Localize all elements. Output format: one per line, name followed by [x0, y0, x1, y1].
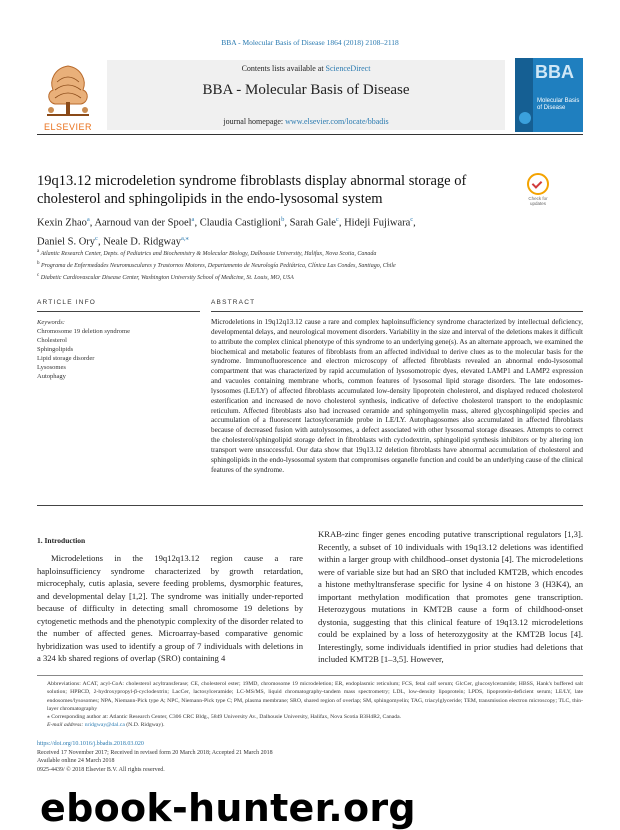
abbreviations-footnote: Abbreviations: ACAT, acyl-CoA: cholesterol acyltransferase; CE, cholesterol ester; 19MD, chromosome 19 microdeletion; ER, endoplasmic reticulum; FCS, fetal calf serum; GlcCer, glucosylceramide; HBSS, Hank's buffered salt solution; HPBCD, 2-hydroxypropyl-β-cyclodextrin; LacCer, lactosylceramide; LC-MS/MS, liquid chromatography-tandem mass spectrometry; LDL, low-density lipoprotein; LPDS, lipoprotein-deficient serum; LE/LY, late endosomes/lysosomes; NPA, Niemann-Pick type A; NPC, Niemann-Pick type C; PM, plasma membrane; SRO, shared region of overlap; SM, sphingomyelin; TAG, triacylglyceride; TEM, transmission electron microscopy; TLC, thin-layer chromatography [47, 681, 583, 712]
online-date: Available online 24 March 2018 [37, 758, 115, 764]
keyword-item: Chromosome 19 deletion syndrome [37, 328, 130, 335]
affiliations [37, 247, 577, 283]
keywords-label: Keywords: [37, 319, 65, 326]
journal-cover-image [515, 58, 583, 132]
affiliation-text: Programa de Enfermedades Neuromusculares y Trastornos Motores, Departamento de Neurología Pediátrica, Clínica Las Condes, Santiago, Chile [41, 263, 396, 269]
journal-reference[interactable]: BBA - Molecular Basis of Disease 1864 (2018) 2108–2118 [221, 38, 399, 47]
keyword-item: Sphingolipids [37, 346, 74, 353]
keywords-block [37, 318, 200, 381]
received-dates: Received 17 November 2017; Received in revised form 20 March 2018; Accepted 21 March 2018 [37, 749, 273, 756]
publisher-logo-text: ELSEVIER [43, 122, 93, 132]
abstract-bottom-divider [37, 505, 583, 506]
doi-link[interactable]: https://doi.org/10.1016/j.bbadis.2018.03.020 [37, 741, 144, 747]
article-info-heading: ARTICLE INFO [37, 299, 97, 306]
watermark-text: ebook-hunter.org [40, 786, 416, 830]
article-info-divider [37, 311, 200, 312]
contents-prefix: Contents lists available at [241, 64, 326, 73]
author-list [37, 212, 577, 249]
email-footnote [37, 721, 583, 729]
article-title: 19q13.12 microdeletion syndrome fibroblasts display abnormal storage of cholesterol and sphingolipids in the endo-lysosomal system [37, 173, 467, 207]
contents-line [107, 64, 505, 73]
author-name: Sarah Gale [289, 217, 336, 229]
publication-info [37, 740, 337, 774]
email-suffix: (N.D. Ridgway). [124, 722, 165, 729]
affiliation-item [37, 259, 577, 271]
affiliation-text: Atlantic Research Center, Depts. of Pediatrics and Biochemistry & Molecular Biology, Dalhousie University, Halifax, Nova Scotia, Canada [40, 251, 377, 257]
author-affiliation-mark[interactable]: a [191, 216, 195, 223]
copyright-line: 0925-4439/ © 2018 Elsevier B.V. All rights reserved. [37, 766, 165, 773]
footnote-divider [37, 675, 583, 676]
affiliation-mark: b [37, 261, 40, 266]
keyword-item: Autophagy [37, 373, 66, 380]
author-name: Kexin Zhao [37, 217, 87, 229]
author-affiliation-mark[interactable]: c [95, 234, 98, 242]
authors-line-1: Kexin Zhao$^a$, Aarnoud van der Spoel$^a$, Claudia Castiglioni$^b$, Sarah Gale$^c$, Hideji Fujiwara$^c$, [37, 216, 416, 229]
footnotes [37, 680, 583, 730]
cover-subtitle: Molecular Basis of Disease [537, 98, 580, 111]
author-name: Aarnoud van der Spoel [94, 217, 192, 229]
keyword-item: Lysosomes [37, 364, 66, 371]
affiliation-item [37, 247, 577, 259]
author-affiliation-mark[interactable]: b [281, 216, 285, 223]
author-affiliation-mark[interactable]: a,⁎ [181, 234, 189, 242]
elsevier-tree-logo [37, 58, 99, 132]
authors-line-2: Daniel S. Ory$^c$, Neale D. Ridgway$^{a,⁎}$ [37, 234, 189, 247]
affiliation-item [37, 271, 577, 283]
author-affiliation-mark[interactable]: c [335, 216, 339, 223]
cover-title: BBA [535, 62, 574, 82]
sciencedirect-link[interactable]: ScienceDirect [325, 64, 371, 73]
journal-title: BBA - Molecular Basis of Disease [202, 82, 410, 98]
author-name: Claudia Castiglioni [199, 217, 282, 229]
introduction-heading: 1. Introduction [37, 536, 86, 545]
journal-header-band [107, 60, 505, 130]
abstract-divider [211, 311, 583, 312]
affiliation-mark: c [37, 273, 40, 278]
check-updates-icon [527, 173, 549, 195]
homepage-line [107, 117, 505, 126]
abstract-heading: ABSTRACT [211, 299, 256, 306]
author-name: Daniel S. Ory [37, 236, 96, 247]
check-for-updates-badge[interactable] [523, 173, 553, 207]
author-name: Hideji Fujiwara [344, 217, 411, 229]
homepage-prefix: journal homepage: [223, 117, 286, 126]
abstract-text: Microdeletions in 19q12q13.12 cause a rare and complex haploinsufficiency syndrome characterized by intellectual deficiency, developmental delays, and neurological movement disorders. Variability in the size and interval of the deletions makes it difficult to attribute the complex clinical phenotype of this syndrome to an underlying gene(s). As an alternate approach, we examined the biochemical and metabolic features of fibroblasts from an affected individual to derive clues as to the molecular basis for the syndrome. Immunofluorescence and electron microscopy of affected fibroblasts revealed an abnormal endo-lysosomal compartment that was characterized by rapid accumulation of lysosomotropic dyes, elevated LAMP1 and LAMP2 expression and vacuoles containing membrane whorls, common features of lysosomal lipid storage disorders. The late endosomes-lysosomes (LE/LY) of affected fibroblasts accumulated low-density lipoprotein cholesterol, and displayed reduced cholesterol esterification and increased de novo cholesterol synthesis, indicative of defective cholesterol transport to the endoplasmic reticulum. Affected fibroblasts also had increased ceramide and sphingomyelin mass, altered glycosphingolipid species and accumulation of a fluorescent lactosylceramide probe in LE/LY. Autophagosomes also accumulated in affected fibroblasts because of decreased fusion with autolysosomes, a defect associated with other lysosomal storage diseases. Attempts to correct the cholesterol/sphingolipid storage defect in fibroblasts with cyclodextrin, sphingolipid synthesis inhibitors or by altering ion transport were unsuccessful. Our data show that 19q13.12 deletion fibroblasts have abnormal accumulation of cholesterol and sphingolipids in the endo-lysosomal system that compromises organelle function and could be an underlying cause of the clinical features of the syndrome. [211, 318, 583, 474]
keyword-item: Cholesterol [37, 337, 67, 344]
journal-homepage-link[interactable]: www.elsevier.com/locate/bbadis [285, 117, 389, 126]
introduction-left-column: Microdeletions in the 19q12q13.12 region cause a rare haploinsufficiency syndrome characterized by growth retardation, microcephaly, cutis aplasia, severe feeding problems, dysmorphic features, and developmental delay [1,2]. The syndrome was initially under-reported because of difficulty in detecting small chromosome 19 deletions by cytogenetic methods and the phenotypic complexity of the disorder related to the number of affected genes. Microarray-based comparative genomic hybridization was used to identify a group of 7 individuals with deletions in a 324 kb shared regions of overlap (SRO) containing 4 [37, 553, 303, 664]
author-name: Neale D. Ridgway [103, 236, 182, 247]
affiliation-text: Diabetic Cardiovascular Disease Center, Washington University School of Medicine, St. Louis, MO, USA [40, 275, 294, 281]
email-label: E-mail address: [47, 722, 85, 729]
check-updates-label: Check for updates [528, 196, 548, 206]
keyword-item: Lipid storage disorder [37, 355, 95, 362]
author-affiliation-mark[interactable]: a [86, 216, 90, 223]
masthead [37, 58, 583, 135]
affiliation-mark: a [37, 249, 40, 254]
introduction-right-column: KRAB-zinc finger genes encoding putative transcriptional regulators [1,3]. Recently, a subset of 10 individuals with 19q13.12 deletions was identified within a larger group with childhood–onset dystonia [4]. The microdeletions were of variable size but had an SRO that included KMT2B, which encodes a histone methyltransferase specific for lysine 4 on histone 3 (H3K4), an important methylation modification that promotes gene transcription. Heterozygous mutations in KMT2B cause a form of childhood-onset dystonia, suggesting that this clinical feature of 19q13.12 microdeletions could be explained by a loss of heterozygosity at the KMT2B locus [4]. Interestingly, some individuals identified in prior studies had deletions that included KMT2B [1–3,5]. However, [318, 529, 583, 665]
corresponding-author-footnote: ⁎ Corresponding author at: Atlantic Research Center, C306 CRC Bldg., 5849 University Av., Dalhousie University, Halifax, Nova Scotia B3H4R2, Canada. [47, 714, 402, 721]
author-affiliation-mark[interactable]: c [410, 216, 414, 223]
email-link[interactable]: nridgway@dal.ca [84, 722, 125, 729]
